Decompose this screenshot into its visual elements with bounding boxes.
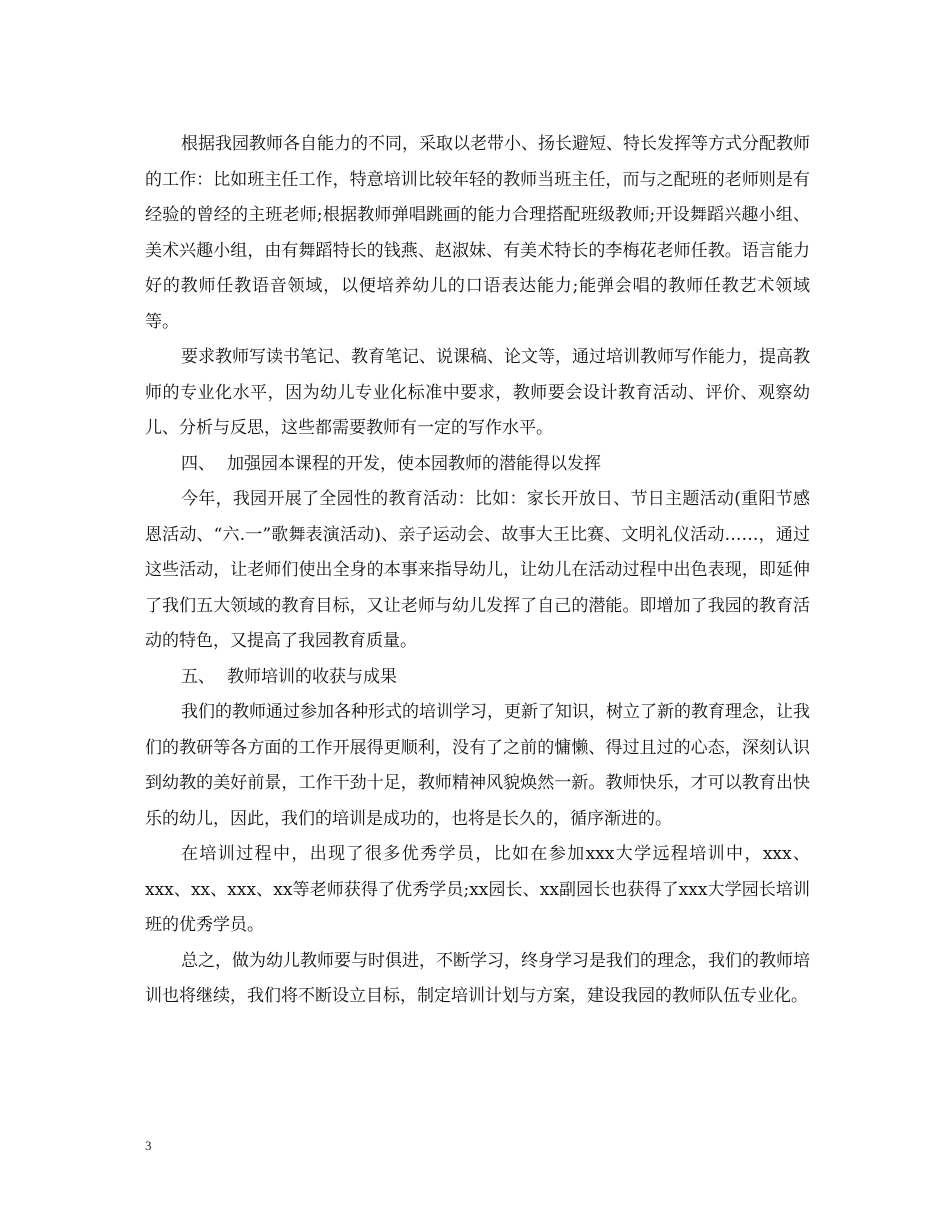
paragraph-writing-requirement: 要求教师写读书笔记、教育笔记、说课稿、论文等，通过培训教师写作能力，提高教师的专业化水平，因为幼儿专业化标准中要求，教师要会设计教育活动、评价、观察幼儿、分析与反思，这些都需要教师有一定的写作水平。	[145, 347, 810, 438]
section-title-4: 加强园本课程的开发，使本园教师的潜能得以发挥	[227, 453, 601, 474]
section-title-5: 教师培训的收获与成果	[227, 666, 397, 687]
document-body	[145, 127, 810, 1015]
paragraph-activities: 今年，我园开展了全园性的教育活动：比如：家长开放日、节日主题活动(重阳节感恩活动、“六.一”歌舞表演活动)、亲子运动会、故事大王比赛、文明礼仪活动……，通过这些活动，让老师们使出全身的本事来指导幼儿，让幼儿在活动过程中出色表现，即延伸了我们五大领域的教育目标，又让老师与幼儿发挥了自己的潜能。即增加了我园的教育活动的特色，又提高了我园教育质量。	[145, 489, 810, 651]
paragraph-teacher-assignment: 根据我园教师各自能力的不同，采取以老带小、扬长避短、特长发挥等方式分配教师的工作：比如班主任工作，特意培训比较年轻的教师当班主任，而与之配班的老师则是有经验的曾经的主班老师;根据教师弹唱跳画的能力合理搭配班级教师;开设舞蹈兴趣小组、美术兴趣小组，由有舞蹈特长的钱燕、赵淑妹、有美术特长的李梅花老师任教。语言能力好的教师任教语音领域，以便培养幼儿的口语表达能力;能弹会唱的教师任教艺术领域等。	[145, 134, 810, 332]
section-number-4: 四、	[181, 453, 215, 474]
section-heading-4	[145, 447, 810, 483]
section-heading-5	[145, 660, 810, 696]
paragraph-conclusion: 总之，做为幼儿教师要与时俱进，不断学习，终身学习是我们的理念，我们的教师培训也将继续，我们将不断设立目标，制定培训计划与方案，建设我园的教师队伍专业化。	[145, 950, 810, 1006]
paragraph-outstanding-trainees: 在培训过程中，出现了很多优秀学员，比如在参加xxx大学远程培训中，xxx、xxx、xx、xxx、xx等老师获得了优秀学员;xx园长、xx副园长也获得了xxx大学园长培训班的优秀学员。	[145, 844, 810, 935]
paragraph-training-results: 我们的教师通过参加各种形式的培训学习，更新了知识，树立了新的教育理念，让我们的教研等各方面的工作开展得更顺利，没有了之前的慵懒、得过且过的心态，深刻认识到幼教的美好前景，工作干劲十足，教师精神风貌焕然一新。教师快乐，才可以教育出快乐的幼儿，因此，我们的培训是成功的，也将是长久的，循序渐进的。	[145, 702, 810, 829]
section-number-5: 五、	[181, 666, 215, 687]
page-number: 3	[145, 1138, 152, 1153]
